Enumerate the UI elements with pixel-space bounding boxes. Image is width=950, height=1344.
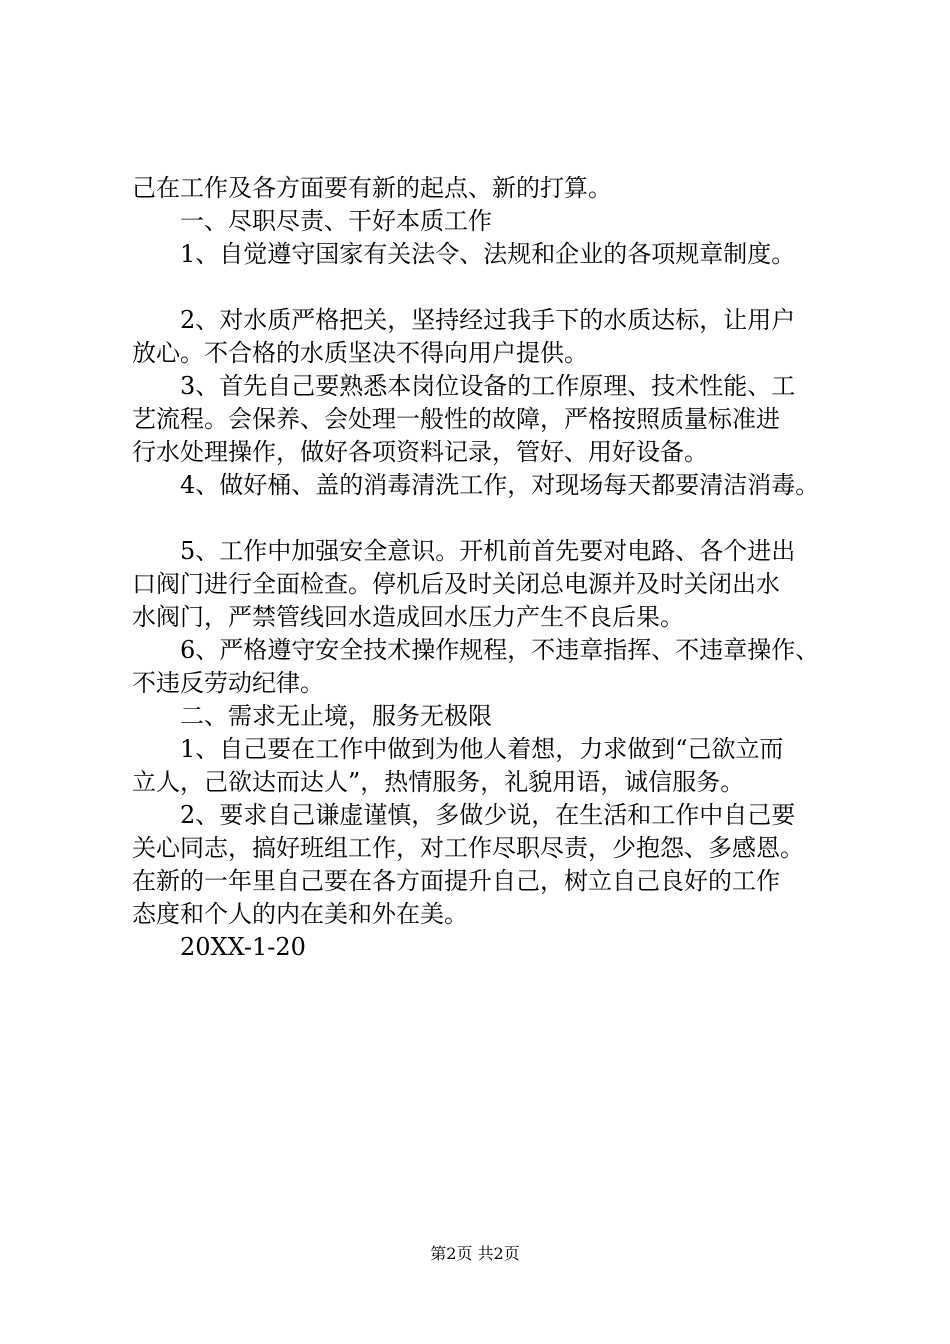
text-line: 在新的一年里自己要在各方面提升自己，树立自己良好的工作	[132, 867, 780, 895]
page-footer: 第2页 共2页	[430, 1244, 520, 1263]
document-body	[132, 172, 832, 964]
text-line: 4、做好桶、盖的消毒清洗工作，对现场每天都要清洁消毒。	[180, 471, 820, 499]
document-date: 20XX-1-20	[180, 933, 306, 961]
text-line: 关心同志，搞好班组工作，对工作尽职尽责，少抱怨、多感恩。	[132, 834, 804, 862]
text-line: 口阀门进行全面检查。停机后及时关闭总电源并及时关闭出水	[132, 570, 780, 598]
text-line: 行水处理操作，做好各项资料记录，管好、用好设备。	[132, 438, 708, 466]
blank-line	[132, 502, 832, 535]
section-heading: 一、尽职尽责、干好本质工作	[180, 207, 492, 235]
text-line: 1、自己要在工作中做到为他人着想，力求做到“己欲立而	[180, 735, 784, 763]
text-line: 己在工作及各方面要有新的起点、新的打算。	[132, 174, 612, 202]
text-line: 2、要求自己谦虚谨慎，多做少说，在生活和工作中自己要	[180, 801, 796, 829]
text-line: 水阀门，严禁管线回水造成回水压力产生不良后果。	[132, 603, 684, 631]
text-line: 6、严格遵守安全技术操作规程，不违章指挥、不违章操作、	[180, 636, 820, 664]
text-line: 2、对水质严格把关，坚持经过我手下的水质达标，让用户	[180, 306, 796, 334]
section-heading: 二、需求无止境，服务无极限	[180, 702, 492, 730]
blank-line	[132, 271, 832, 304]
text-line: 1、自觉遵守国家有关法令、法规和企业的各项规章制度。	[180, 240, 796, 268]
text-line: 3、首先自己要熟悉本岗位设备的工作原理、技术性能、工	[180, 372, 796, 400]
text-line: 态度和个人的内在美和外在美。	[132, 900, 468, 928]
text-line: 不违反劳动纪律。	[132, 669, 324, 697]
text-line: 艺流程。会保养、会处理一般性的故障，严格按照质量标准进	[132, 405, 780, 433]
text-line: 放心。不合格的水质坚决不得向用户提供。	[132, 339, 588, 367]
text-line: 立人，己欲达而达人”，热情服务，礼貌用语，诚信服务。	[132, 768, 745, 796]
text-line: 5、工作中加强安全意识。开机前首先要对电路、各个进出	[180, 537, 796, 565]
